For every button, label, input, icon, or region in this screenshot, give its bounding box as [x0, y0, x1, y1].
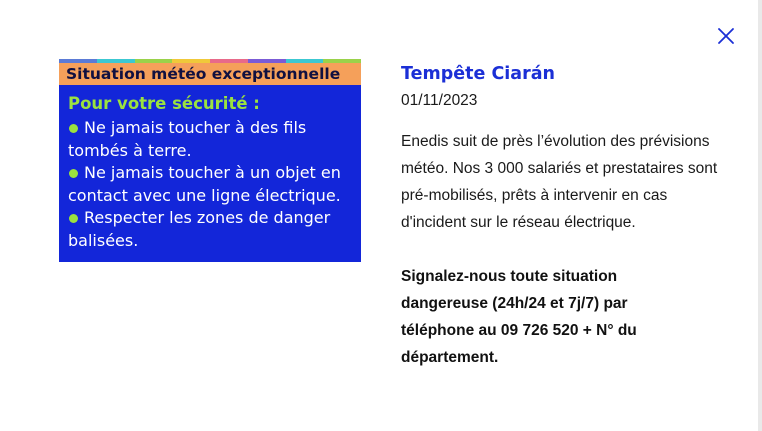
scrollbar-edge	[758, 0, 762, 431]
alert-subtitle: Pour votre sécurité :	[68, 94, 260, 113]
weather-alert-image	[59, 59, 361, 262]
article-body: Enedis suit de près l’évolution des prévisions météo. Nos 3 000 salariés et prestataires sont pré-mobilisés, prêts à intervenir en cas d'incident sur le réseau électrique.	[401, 133, 718, 231]
close-icon	[714, 24, 738, 48]
bullet-icon	[69, 214, 78, 223]
safety-item: Ne jamais toucher à des fils tombés à terre.	[68, 118, 307, 160]
safety-item: Ne jamais toucher à un objet en contact avec une ligne électrique.	[68, 163, 341, 205]
bullet-icon	[69, 169, 78, 178]
safety-list	[68, 117, 360, 253]
alert-header: Situation météo exceptionnelle	[59, 63, 361, 85]
article-title: Tempête Ciarán	[401, 64, 555, 84]
bullet-icon	[69, 124, 78, 133]
close-button[interactable]	[714, 24, 738, 48]
safety-item: Respecter les zones de danger balisées.	[68, 208, 331, 250]
article-date: 01/11/2023	[401, 92, 478, 109]
article-emphasis: Signalez-nous toute situation dangereuse (24h/24 et 7j/7) par téléphone au 09 726 520 + N° du département.	[401, 268, 637, 366]
